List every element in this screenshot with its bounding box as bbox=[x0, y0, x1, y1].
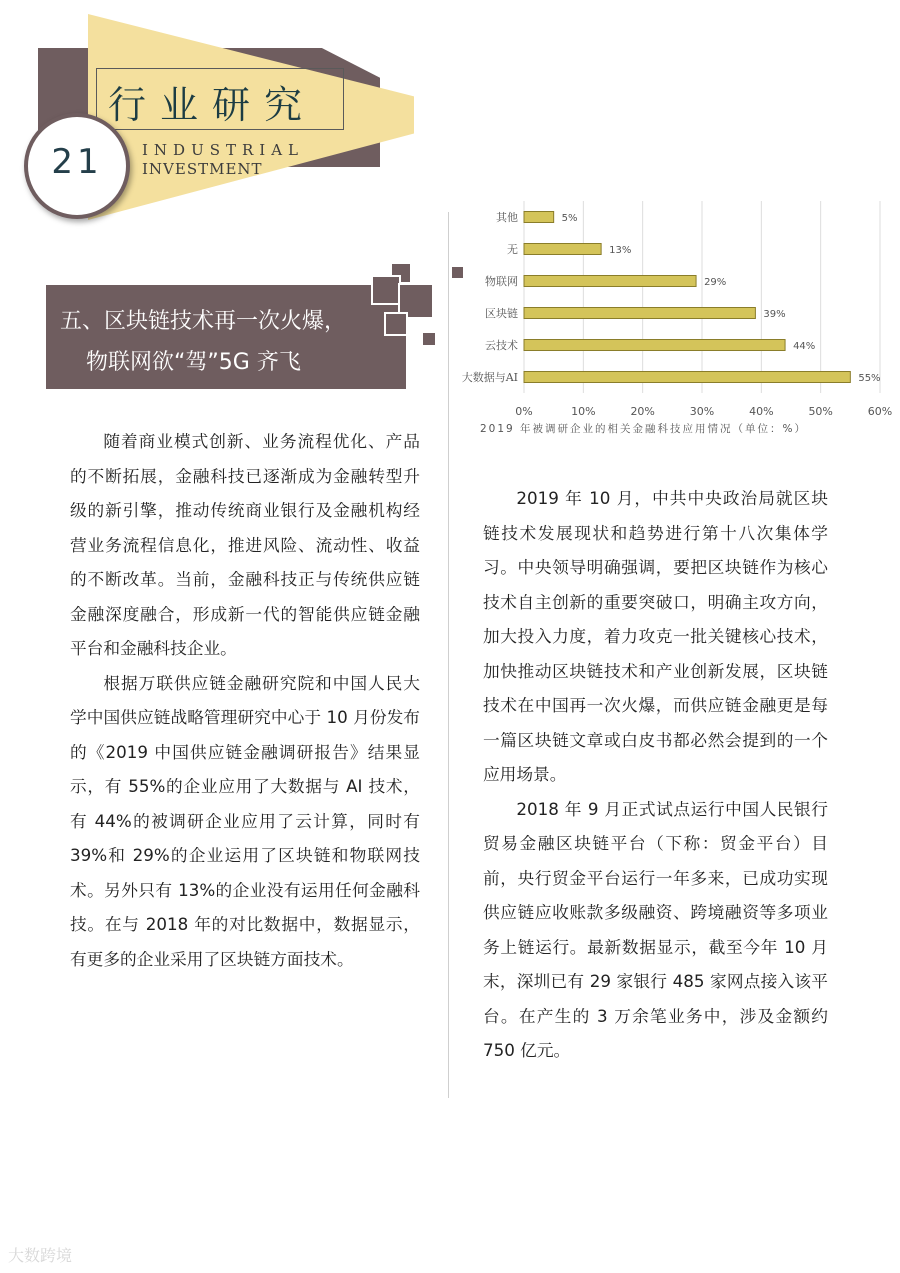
section-heading-line1: 五、区块链技术再一次火爆， bbox=[60, 309, 347, 334]
data-label: 13% bbox=[609, 245, 632, 256]
decor-square bbox=[371, 275, 401, 305]
data-label: 29% bbox=[704, 277, 727, 288]
data-label: 5% bbox=[561, 213, 578, 224]
data-label: 44% bbox=[793, 341, 816, 352]
paragraph: 随着商业模式创新、业务流程优化、产品的不断拓展，金融科技已逐渐成为金融转型升级的新引擎，推动传统商业银行及金融机构经营业务流程信息化，推进风险、流动性、收益的不断改革。当前，金融科技正与传统供应链金融深度融合，形成新一代的智能供应链金融平台和金融科技企业。 bbox=[70, 431, 420, 658]
category-label: 区块链 bbox=[485, 307, 518, 320]
page-number: 21 bbox=[51, 142, 103, 182]
bar bbox=[524, 276, 696, 287]
data-label: 39% bbox=[763, 309, 786, 320]
section-heading-line2: 物联网欲“驾”5G 齐飞 bbox=[86, 350, 301, 375]
paragraph: 根据万联供应链金融研究院和中国人民大学中国供应链战略管理研究中心于 10 月份发布的《2019 中国供应链金融调研报告》结果显示，有 55%的企业应用了大数据与 AI 技术，有 44%的被调研企业应用了云计算，同时有 39%和 29%的企业运用了区块链和物联网技术。另外只有 13%的企业没有运用任何金融科技。在与 2018 年的对比数据中，数据显示，有更多的企业采用了区块链方面技术。 bbox=[70, 672, 420, 969]
bar bbox=[524, 340, 785, 351]
category-label: 其他 bbox=[496, 211, 518, 224]
bar-chart bbox=[450, 193, 895, 418]
data-label: 55% bbox=[858, 373, 881, 384]
x-tick-label: 20% bbox=[630, 405, 655, 418]
category-label: 大数据与AI bbox=[461, 371, 518, 384]
x-tick-label: 50% bbox=[808, 405, 833, 418]
page-title: 行业研究 bbox=[108, 83, 317, 127]
watermark-logo: 大数跨境 bbox=[8, 1246, 73, 1265]
right-column-text bbox=[483, 481, 828, 1068]
bar bbox=[524, 308, 755, 319]
x-tick-label: 0% bbox=[515, 405, 533, 418]
column-divider bbox=[448, 212, 449, 1098]
x-tick-label: 10% bbox=[571, 405, 596, 418]
x-tick-label: 60% bbox=[867, 405, 893, 418]
paragraph: 2019 年 10 月，中共中央政治局就区块链技术发展现状和趋势进行第十八次集体学习。中央领导明确强调，要把区块链作为核心技术自主创新的重要突破口，明确主攻方向，加大投入力度，着力攻克一批关键核心技术，加快推动区块链技术和产业创新发展，区块链技术在中国再一次火爆，而供应链金融更是每一篇区块链文章或白皮书都必然会提到的一个应用场景。 bbox=[483, 488, 828, 784]
x-tick-label: 30% bbox=[689, 405, 715, 418]
paragraph: 2018 年 9 月正式试点运行中国人民银行贸易金融区块链平台（下称：贸金平台）目前，央行贸金平台运行一年多来，已成功实现供应链应收账款多级融资、跨境融资等多项业务上链运行。最新数据显示，截至今年 10 月末，深圳已有 29 家银行 485 家网点接入该平台。在产生的 3 万余笔业务中，涉及金额约 750 亿元。 bbox=[483, 798, 828, 1060]
page-subtitle-line2: INVESTMENT bbox=[142, 160, 263, 178]
decor-square bbox=[421, 331, 437, 347]
bar bbox=[524, 212, 554, 223]
decor-square bbox=[384, 312, 408, 336]
page-subtitle-line1: INDUSTRIAL bbox=[142, 141, 305, 159]
category-label: 云技术 bbox=[485, 339, 518, 352]
x-tick-label: 40% bbox=[749, 405, 774, 418]
category-label: 无 bbox=[507, 243, 518, 256]
category-label: 物联网 bbox=[485, 275, 518, 288]
bar bbox=[524, 244, 601, 255]
left-column-text bbox=[70, 424, 420, 976]
chart-caption: 2019 年被调研企业的相关金融科技应用情况（单位：%） bbox=[480, 423, 808, 435]
bar bbox=[524, 372, 850, 383]
